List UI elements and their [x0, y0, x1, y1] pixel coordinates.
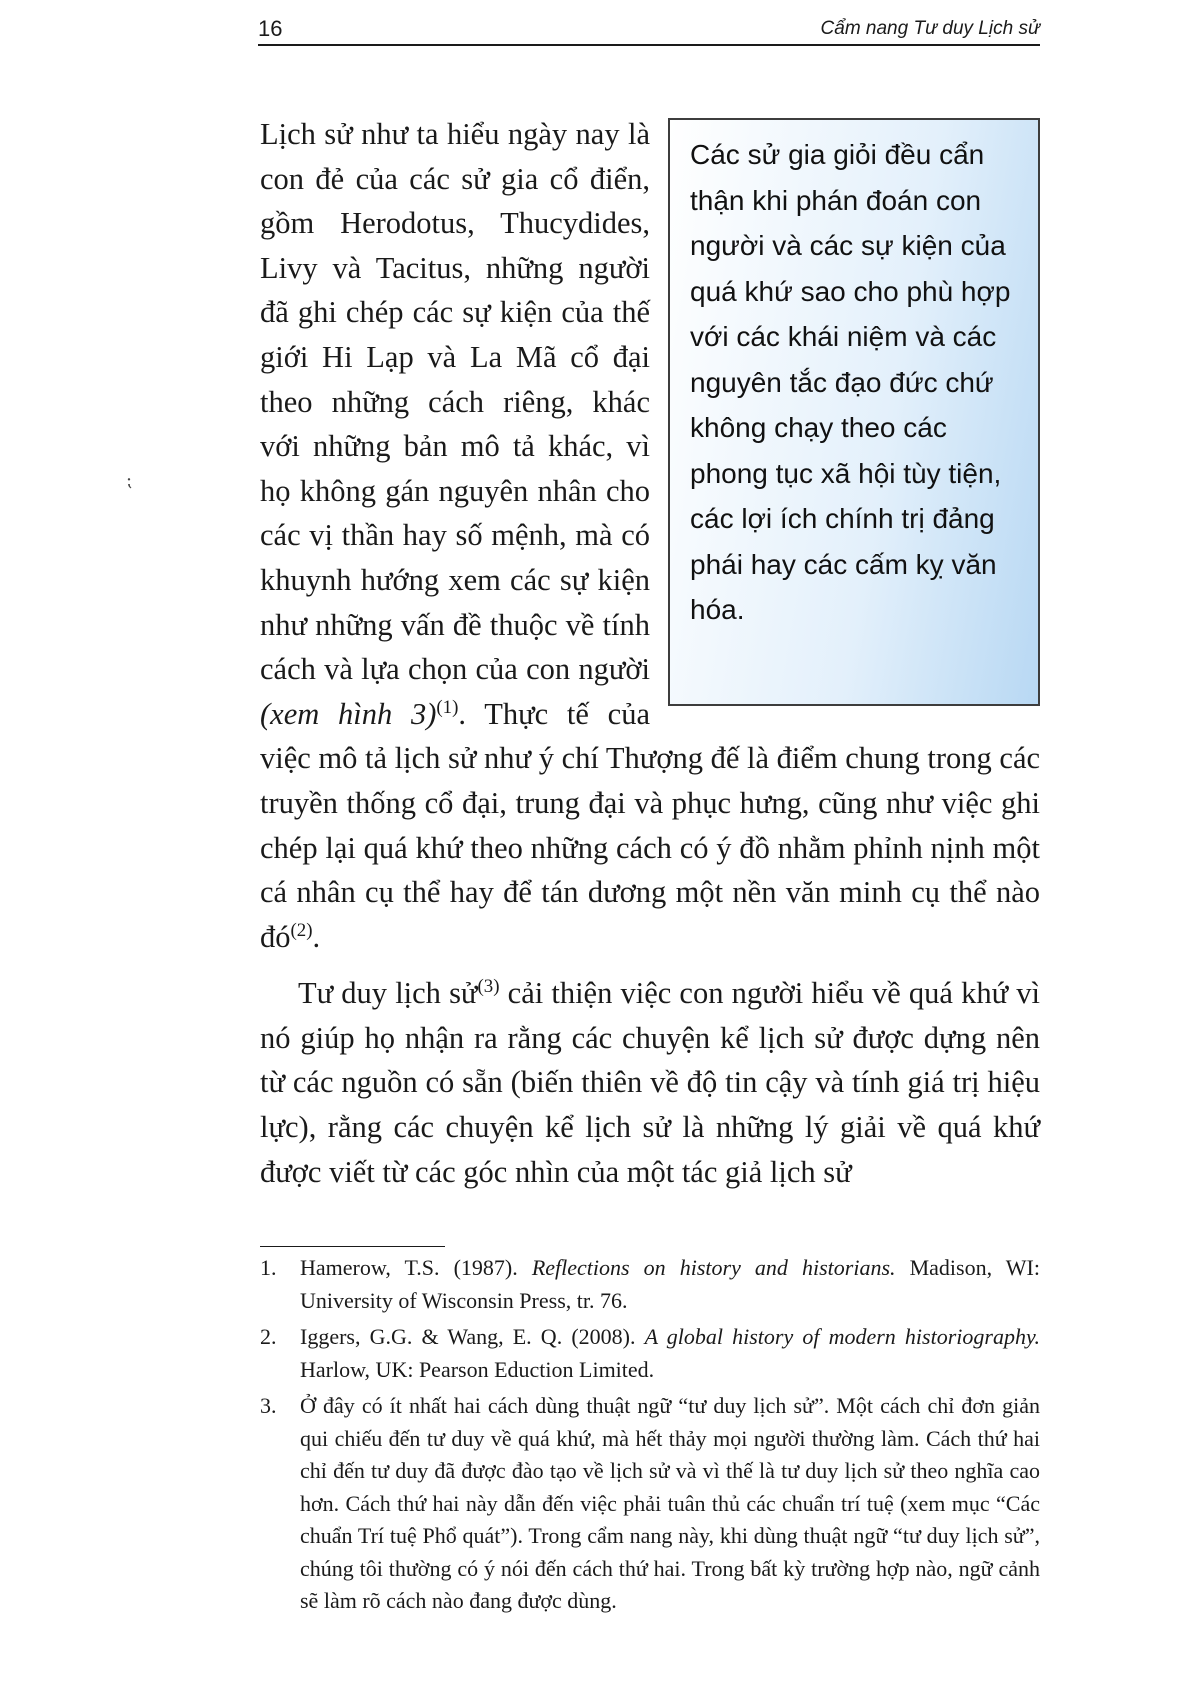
footnote-text-a: Iggers, G.G. & Wang, E. Q. (2008).: [300, 1324, 645, 1349]
footnote-text-b: Harlow, UK: Pearson Eduction Limited.: [300, 1356, 655, 1382]
running-title: Cẩm nang Tư duy Lịch sử: [820, 18, 1040, 39]
paragraph-1-text-c: .: [312, 919, 321, 954]
footnote-3: [260, 1390, 1040, 1618]
paragraph-2-text-b: cải thiện việc con người hiểu về quá khứ vì nó giúp họ nhận ra rằng các chuyện kể lịch sử được dựng nên từ các nguồn có sẵn (biến thiên về độ tin cậy và tính giá trị hiệu lực), rằng các chuyện kể lịch sử là những lý giải về quá khứ được viết từ các góc nhìn của một tác giả lịch sử: [260, 976, 1041, 1189]
footnote-ref-2: (2): [290, 919, 313, 941]
paragraph-2-text-a: Tư duy lịch sử: [298, 976, 478, 1011]
footnote-title: Reflections on history and historians.: [531, 1255, 896, 1280]
footnote-ref-3: (3): [477, 976, 500, 998]
footnote-number: 1.: [260, 1255, 277, 1280]
page-number: 16: [258, 16, 283, 41]
footnote-number: 2.: [260, 1324, 277, 1349]
footnote-text: [300, 1252, 1040, 1317]
footnote-text-a: Hamerow, T.S. (1987).: [300, 1255, 532, 1280]
margin-mark: ⁏: [126, 470, 133, 490]
footnote-title: A global history of modern historiography.: [644, 1324, 1040, 1349]
paragraph-1-text-a: Lịch sử như ta hiểu ngày nay là con đẻ của các sử gia cổ điển, gồm Herodotus, Thucydides, Livy và Tacitus, những người đã ghi chép các sự kiện của thế giới Hi Lạp và La Mã cổ đại theo những cách riêng, khác với những bản mô tả khác, vì họ không gán nguyên nhân cho các vị thần hay số mệnh, mà có khuynh hướng xem các sự kiện như những vấn đề thuộc về tính cách và lựa chọn của con người: [260, 117, 650, 687]
footnote-text-b: Madison, WI: University of Wisconsin Press, tr. 76.: [300, 1255, 1040, 1313]
figure-reference: (xem hình 3): [260, 696, 437, 731]
footnote-text: [300, 1321, 1040, 1386]
footnotes: [260, 1252, 1040, 1618]
footnote-text: [300, 1390, 1040, 1618]
footnote-divider: [260, 1246, 445, 1247]
footnote-ref-1: (1): [436, 696, 459, 718]
paragraph-1-text-b: . Thực tế của việc mô tả lịch sử như ý chí Thượng đế là điểm chung trong các truyền thống cổ đại, trung đại và phục hưng, cũng như việc ghi chép lại quá khứ theo những cách có ý đồ nhằm phỉnh nịnh một cá nhân cụ thể hay để tán dương một nền văn minh cụ thể nào đó: [260, 696, 1041, 954]
footnote-text-a: Ở đây có ít nhất hai cách dùng thuật ngữ “tư duy lịch sử”. Một cách chỉ đơn giản qui chiếu đến tư duy về quá khứ, mà hết thảy mọi người thường làm. Cách thứ hai chỉ đến tư duy đã được đào tạo về lịch sử và vì thế là tư duy lịch sử theo nghĩa cao hơn. Cách thứ hai này dẫn đến việc phải tuân thủ các chuẩn trí tuệ (xem mục “Các chuẩn Trí tuệ Phổ quát”). Trong cẩm nang này, khi dùng thuật ngữ “tư duy lịch sử”, chúng tôi thường có ý nói đến cách thứ hai. Trong bất kỳ trường hợp nào, ngữ cảnh sẽ làm rõ cách nào đang được dùng.: [300, 1393, 1040, 1613]
paragraph-2: [260, 971, 1040, 1194]
callout-box: [668, 118, 1040, 706]
page-header: [258, 14, 1040, 46]
callout-text: Các sử gia giỏi đều cẩn thận khi phán đoán con người và các sự kiện của quá khứ sao cho phù hợp với các khái niệm và các nguyên tắc đạo đức chứ không chạy theo các phong tục xã hội tùy tiện, các lợi ích chính trị đảng phái hay các cấm kỵ văn hóa.: [690, 139, 1011, 625]
footnote-number: 3.: [260, 1393, 277, 1418]
footnote-1: [260, 1252, 1040, 1317]
footnote-2: [260, 1321, 1040, 1386]
main-text: [260, 112, 1040, 1194]
